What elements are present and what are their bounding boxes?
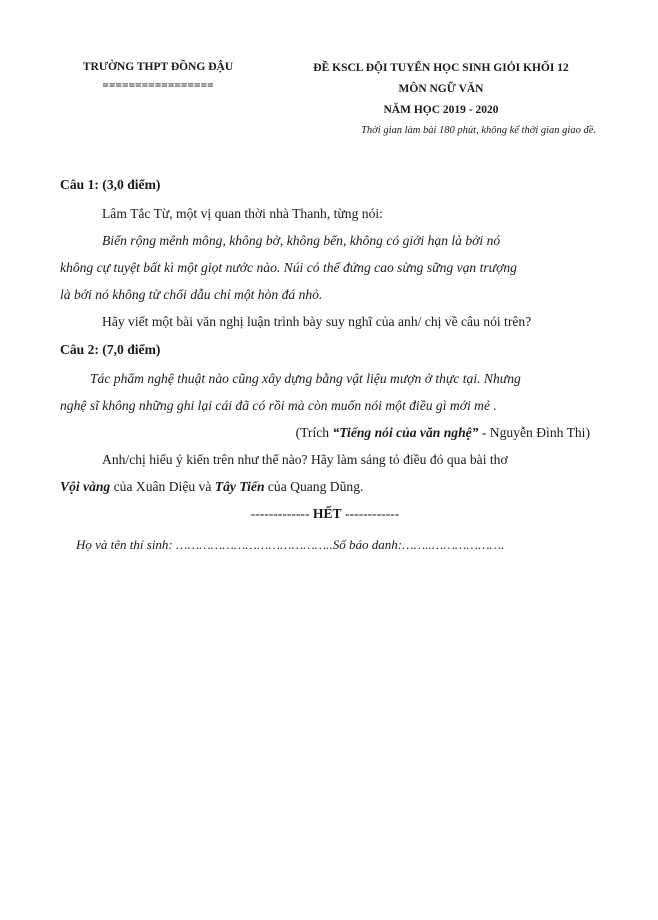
end-dashes-left: ------------- xyxy=(250,506,313,521)
school-header xyxy=(58,58,258,96)
exam-title: ĐỀ KSCL ĐỘI TUYỂN HỌC SINH GIỎI KHỐI 12 xyxy=(313,62,569,74)
question-1-quote-line-3: là bởi nó không từ chối dẫu chỉ một hòn đá nhỏ. xyxy=(60,287,323,302)
source-prefix: (Trích xyxy=(295,425,333,440)
source-suffix: - Nguyễn Đình Thi) xyxy=(478,425,590,440)
question-2-quote-line-2: nghệ sĩ không những ghi lại cái đã có rồi mà còn muốn nói một điều gì mới mẻ . xyxy=(60,398,497,413)
question-1-quote-line-1: Biển rộng mênh mông, không bờ, không bến, không có giới hạn là bởi nó xyxy=(102,233,501,248)
source-title: “Tiếng nói của văn nghệ” xyxy=(332,425,479,440)
exam-time-note: Thời gian làm bài 180 phút, không kể thời gian giao đề. xyxy=(361,125,596,136)
question-2-task-line-1: Anh/chị hiểu ý kiến trên như thế nào? Hãy làm sáng tỏ điều đó qua bài thơ xyxy=(102,452,508,467)
question-2-source xyxy=(60,419,590,446)
end-dashes-right: ------------ xyxy=(341,506,400,521)
candidate-id-dots: ……..………………. xyxy=(402,537,505,552)
work-title-1: Vội vàng xyxy=(60,479,111,494)
question-2-task-line-2 xyxy=(60,473,590,500)
task-ending: của Quang Dũng. xyxy=(264,479,364,494)
question-1-intro: Lâm Tắc Từ, một vị quan thời nhà Thanh, từng nói: xyxy=(102,206,383,221)
candidate-name-label: Họ và tên thí sinh: xyxy=(76,537,177,552)
end-text: HẾT xyxy=(312,506,342,521)
exam-school-year: NĂM HỌC 2019 - 2020 xyxy=(383,104,499,116)
exam-header xyxy=(286,58,596,139)
exam-subject: MÔN NGỮ VĂN xyxy=(398,83,484,95)
question-1-title: Câu 1: (3,0 điểm) xyxy=(60,177,161,192)
school-underline: ================= xyxy=(102,80,214,92)
exam-body xyxy=(60,170,590,553)
candidate-name-dots: ………………………………….. xyxy=(176,537,333,552)
question-2-quote-line-1: Tác phẩm nghệ thuật nào cũng xây dựng bằng vật liệu mượn ở thực tại. Nhưng xyxy=(90,371,521,386)
question-2-title: Câu 2: (7,0 điểm) xyxy=(60,342,161,357)
school-name: TRƯỜNG THPT ĐỒNG ĐẬU xyxy=(82,61,234,73)
question-1-task: Hãy viết một bài văn nghị luận trình bày suy nghĩ của anh/ chị về câu nói trên? xyxy=(102,314,532,329)
candidate-info-line xyxy=(60,537,590,553)
end-mark xyxy=(60,500,590,527)
candidate-id-label: Số báo danh: xyxy=(332,537,403,552)
task-connector: của Xuân Diệu và xyxy=(110,479,215,494)
work-title-2: Tây Tiến xyxy=(214,479,265,494)
question-1-quote-line-2: không cự tuyệt bất kì một giọt nước nào. Núi có thể đứng cao sừng sững vạn trượng xyxy=(60,260,517,275)
